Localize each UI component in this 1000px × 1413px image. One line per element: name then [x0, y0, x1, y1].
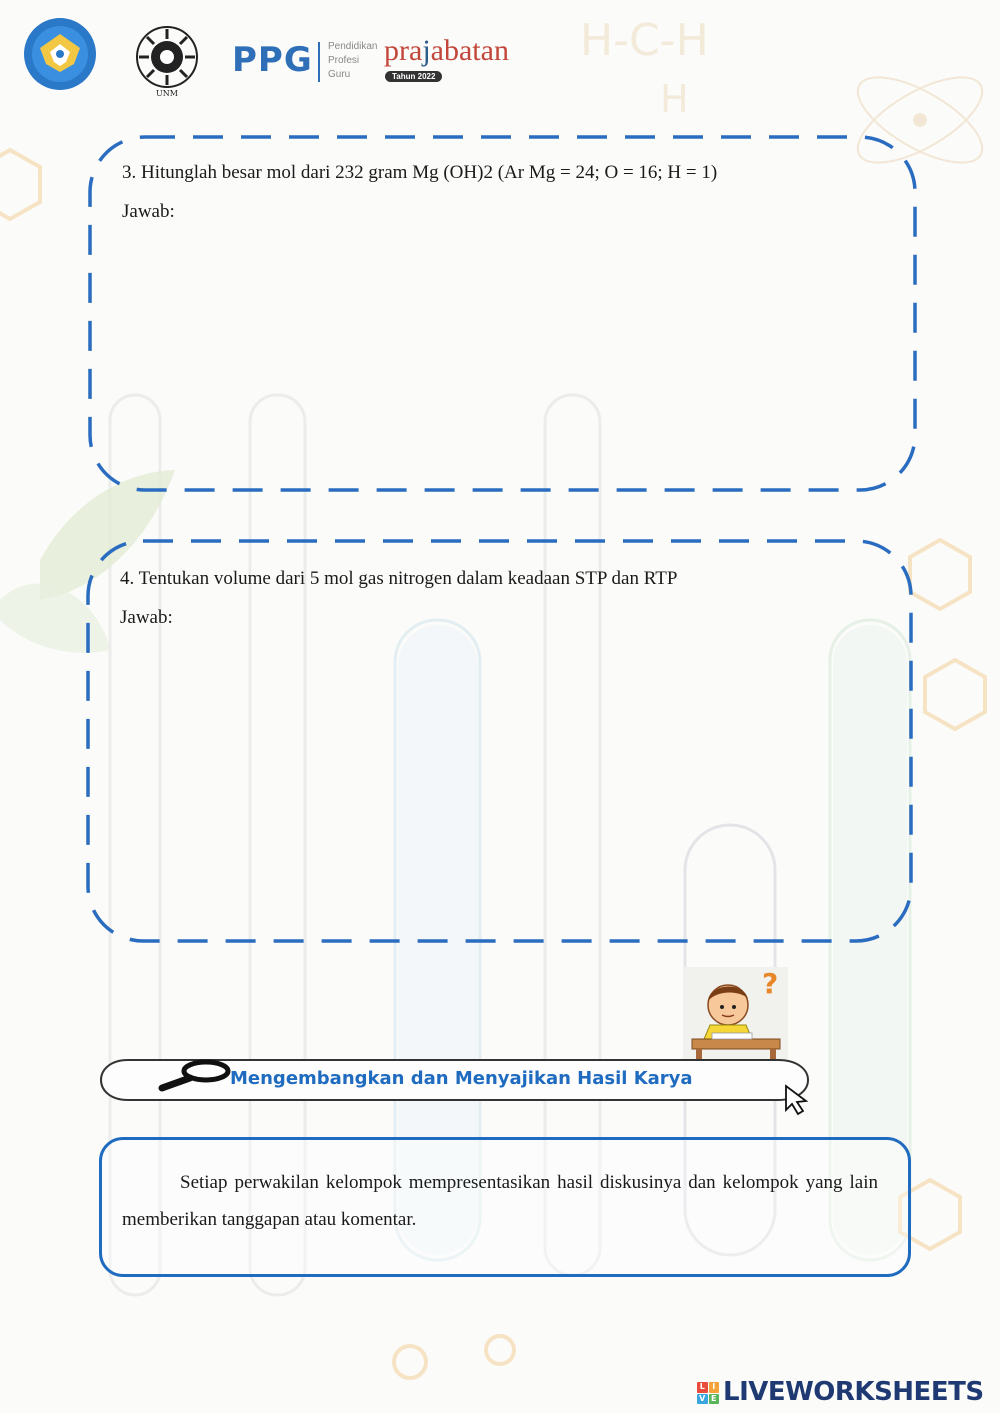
liveworksheets-grid-icon [697, 1382, 719, 1404]
svg-text:?: ? [762, 967, 779, 1000]
liveworksheets-logo-text: LIVEWORKSHEETS [723, 1377, 984, 1407]
section-body-text: Setiap perwakilan kelompok mempresentasikan hasil diskusinya dan kelompok yang lain memberikan tanggapan atau komentar. [122, 1172, 878, 1230]
svg-text:H: H [660, 77, 689, 121]
ppg-subtitle [328, 40, 377, 82]
question-3-text: 3. Hitunglah besar mol dari 232 gram Mg (OH)2 (Ar Mg = 24; O = 16; H = 1) [122, 162, 718, 183]
ppg-logo-text: PPG [232, 40, 313, 80]
question-3-answer-label: Jawab: [122, 201, 175, 222]
tahun-badge: Tahun 2022 [385, 71, 442, 82]
brand-letter: V [697, 1394, 708, 1405]
question-4-answer-field[interactable] [118, 638, 892, 912]
prajabatan-j: j [422, 34, 431, 67]
ppg-divider [318, 42, 320, 82]
question-4-text: 4. Tentukan volume dari 5 mol gas nitrogen dalam keadaan STP dan RTP [120, 568, 678, 589]
svg-text:H-C-H: H-C-H [580, 15, 709, 66]
ppg-subtitle-line: Guru [328, 69, 351, 80]
question-4-answer-label: Jawab: [120, 607, 173, 628]
prajabatan-logo [384, 34, 509, 68]
prajabatan-rest: abatan [430, 34, 509, 67]
brand-letter: L [697, 1382, 708, 1393]
kemdikbud-logo [22, 14, 98, 94]
brand-letter: I [709, 1382, 720, 1393]
ppg-subtitle-line: Pendidikan [328, 41, 378, 52]
ppg-subtitle-line: Profesi [328, 55, 360, 66]
svg-text:UNM: UNM [156, 89, 178, 98]
thinking-student-illustration [684, 967, 788, 1059]
question-3-answer-field[interactable] [120, 232, 894, 461]
prajabatan-pre: pra [384, 34, 423, 67]
brand-letter: E [709, 1394, 720, 1405]
unm-logo [128, 20, 206, 98]
section-title: Mengembangkan dan Menyajikan Hasil Karya [230, 1068, 693, 1089]
